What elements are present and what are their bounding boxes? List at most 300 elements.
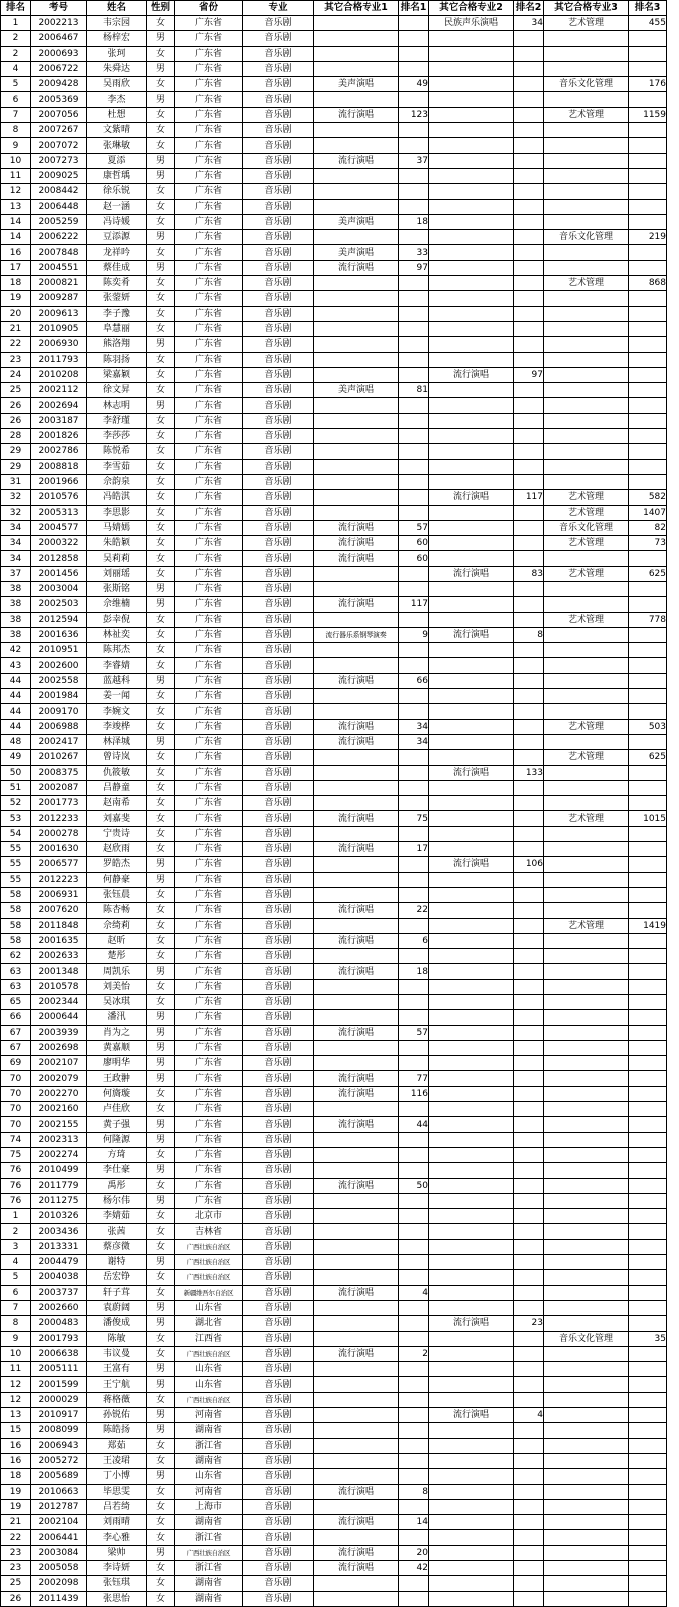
- cell-rank-2: [514, 903, 544, 918]
- cell-exam-id: 2011779: [31, 1178, 87, 1193]
- cell-rank: 76: [1, 1193, 31, 1208]
- cell-rank-1: [399, 168, 429, 183]
- cell-other-major-1: 流行演唱: [314, 153, 399, 168]
- cell-province: 广东省: [175, 704, 243, 719]
- cell-other-major-3: [544, 1576, 629, 1591]
- cell-rank-2: [514, 1117, 544, 1132]
- table-row: [1, 153, 667, 168]
- cell-province: 广东省: [175, 413, 243, 428]
- cell-rank-1: [399, 123, 429, 138]
- cell-exam-id: 2006988: [31, 719, 87, 734]
- cell-rank-1: 17: [399, 842, 429, 857]
- cell-rank-3: 503: [629, 719, 667, 734]
- cell-rank-1: [399, 398, 429, 413]
- cell-other-major-1: 流行演唱: [314, 1545, 399, 1560]
- cell-name: 朱舜达: [87, 61, 147, 76]
- cell-other-major-3: [544, 444, 629, 459]
- cell-rank-1: [399, 199, 429, 214]
- cell-rank-3: [629, 138, 667, 153]
- cell-rank-3: [629, 627, 667, 642]
- cell-other-major-3: [544, 1178, 629, 1193]
- cell-other-major-3: 音乐文化管理: [544, 1331, 629, 1346]
- table-row: [1, 734, 667, 749]
- cell-gender: 男: [147, 1040, 175, 1055]
- cell-rank: 62: [1, 949, 31, 964]
- cell-other-major-1: 流行演唱: [314, 597, 399, 612]
- cell-major: 音乐剧: [243, 612, 314, 627]
- cell-rank-2: [514, 780, 544, 795]
- table-row: [1, 1560, 667, 1575]
- cell-other-major-2: [429, 505, 514, 520]
- cell-other-major-1: [314, 1499, 399, 1514]
- cell-major: 音乐剧: [243, 796, 314, 811]
- cell-major: 音乐剧: [243, 1239, 314, 1254]
- cell-name: 陈悦希: [87, 444, 147, 459]
- cell-rank-3: 1419: [629, 918, 667, 933]
- cell-rank-1: [399, 872, 429, 887]
- cell-other-major-3: [544, 949, 629, 964]
- cell-exam-id: 2001826: [31, 429, 87, 444]
- cell-other-major-3: [544, 168, 629, 183]
- table-row: [1, 260, 667, 275]
- cell-rank-2: [514, 459, 544, 474]
- cell-rank-3: [629, 1438, 667, 1453]
- cell-gender: 男: [147, 1469, 175, 1484]
- cell-rank: 8: [1, 1316, 31, 1331]
- cell-gender: 女: [147, 719, 175, 734]
- cell-other-major-3: [544, 1530, 629, 1545]
- cell-gender: 女: [147, 1576, 175, 1591]
- cell-other-major-2: [429, 321, 514, 336]
- cell-gender: 女: [147, 551, 175, 566]
- cell-name: 豆添源: [87, 230, 147, 245]
- cell-exam-id: 2002098: [31, 1576, 87, 1591]
- cell-rank-3: [629, 474, 667, 489]
- cell-name: 姜一闻: [87, 689, 147, 704]
- cell-rank-3: [629, 1316, 667, 1331]
- cell-rank: 11: [1, 168, 31, 183]
- cell-name: 黄子强: [87, 1117, 147, 1132]
- cell-major: 音乐剧: [243, 933, 314, 948]
- cell-rank-1: [399, 138, 429, 153]
- cell-other-major-3: [544, 842, 629, 857]
- cell-rank: 17: [1, 260, 31, 275]
- cell-rank-1: 81: [399, 383, 429, 398]
- cell-major: 音乐剧: [243, 1270, 314, 1285]
- cell-rank: 19: [1, 291, 31, 306]
- cell-rank-2: [514, 643, 544, 658]
- cell-exam-id: 2009613: [31, 306, 87, 321]
- cell-name: 轩子茸: [87, 1285, 147, 1300]
- table-row: [1, 750, 667, 765]
- cell-major: 音乐剧: [243, 1545, 314, 1560]
- cell-rank: 31: [1, 474, 31, 489]
- cell-rank: 24: [1, 367, 31, 382]
- cell-major: 音乐剧: [243, 566, 314, 581]
- cell-name: 陈敏: [87, 1331, 147, 1346]
- cell-major: 音乐剧: [243, 474, 314, 489]
- cell-rank-1: [399, 750, 429, 765]
- cell-name: 李婧茹: [87, 1209, 147, 1224]
- cell-province: 广东省: [175, 826, 243, 841]
- cell-other-major-3: [544, 214, 629, 229]
- cell-rank-2: [514, 1285, 544, 1300]
- cell-major: 音乐剧: [243, 520, 314, 535]
- table-row: [1, 979, 667, 994]
- cell-other-major-3: [544, 1255, 629, 1270]
- cell-rank-2: [514, 214, 544, 229]
- table-row: [1, 842, 667, 857]
- cell-gender: 女: [147, 1086, 175, 1101]
- cell-other-major-3: [544, 1025, 629, 1040]
- cell-rank: 48: [1, 734, 31, 749]
- table-row: [1, 1255, 667, 1270]
- cell-other-major-1: [314, 1377, 399, 1392]
- cell-exam-id: 2008099: [31, 1423, 87, 1438]
- cell-rank-2: [514, 1102, 544, 1117]
- cell-rank: 42: [1, 643, 31, 658]
- cell-rank-2: [514, 796, 544, 811]
- cell-major: 音乐剧: [243, 352, 314, 367]
- cell-name: 刘雨晴: [87, 1515, 147, 1530]
- cell-name: 李杰: [87, 92, 147, 107]
- cell-rank: 9: [1, 1331, 31, 1346]
- cell-rank-3: [629, 306, 667, 321]
- cell-major: 音乐剧: [243, 826, 314, 841]
- cell-name: 李子豫: [87, 306, 147, 321]
- cell-exam-id: 2002633: [31, 949, 87, 964]
- cell-rank-3: 868: [629, 276, 667, 291]
- cell-rank-2: [514, 1209, 544, 1224]
- cell-other-major-1: [314, 979, 399, 994]
- cell-gender: 女: [147, 352, 175, 367]
- cell-name: 周凯乐: [87, 964, 147, 979]
- cell-rank-2: [514, 1086, 544, 1101]
- cell-rank-3: [629, 658, 667, 673]
- cell-rank-2: [514, 1484, 544, 1499]
- cell-province: 广东省: [175, 520, 243, 535]
- cell-rank-2: [514, 153, 544, 168]
- cell-gender: 男: [147, 1255, 175, 1270]
- cell-other-major-2: [429, 46, 514, 61]
- cell-rank-1: [399, 321, 429, 336]
- cell-name: 李莎莎: [87, 429, 147, 444]
- cell-gender: 女: [147, 459, 175, 474]
- cell-rank-1: [399, 505, 429, 520]
- cell-name: 彭幸倪: [87, 612, 147, 627]
- cell-major: 音乐剧: [243, 1132, 314, 1147]
- cell-rank-3: [629, 1086, 667, 1101]
- cell-rank-3: [629, 153, 667, 168]
- cell-rank: 7: [1, 1300, 31, 1315]
- cell-gender: 女: [147, 520, 175, 535]
- header-exam-id: 考号: [31, 1, 87, 16]
- cell-gender: 男: [147, 230, 175, 245]
- table-row: [1, 16, 667, 31]
- table-row: [1, 627, 667, 642]
- cell-province: 广东省: [175, 383, 243, 398]
- cell-rank: 14: [1, 230, 31, 245]
- cell-gender: 女: [147, 107, 175, 122]
- cell-major: 音乐剧: [243, 1255, 314, 1270]
- cell-name: 潘俊成: [87, 1316, 147, 1331]
- cell-other-major-1: 流行器乐系钢琴演奏: [314, 627, 399, 642]
- cell-gender: 女: [147, 291, 175, 306]
- cell-gender: 女: [147, 811, 175, 826]
- table-row: [1, 1545, 667, 1560]
- cell-other-major-3: [544, 61, 629, 76]
- cell-other-major-1: [314, 780, 399, 795]
- cell-other-major-1: [314, 474, 399, 489]
- cell-province: 北京市: [175, 1209, 243, 1224]
- cell-other-major-1: [314, 321, 399, 336]
- cell-rank: 2: [1, 31, 31, 46]
- cell-name: 张钰晨: [87, 887, 147, 902]
- cell-rank-3: [629, 826, 667, 841]
- cell-gender: 女: [147, 199, 175, 214]
- table-row: [1, 964, 667, 979]
- cell-rank: 6: [1, 1285, 31, 1300]
- cell-name: 康哲瑀: [87, 168, 147, 183]
- cell-rank-2: [514, 964, 544, 979]
- cell-rank-1: [399, 444, 429, 459]
- cell-exam-id: 2002600: [31, 658, 87, 673]
- cell-other-major-1: [314, 92, 399, 107]
- cell-major: 音乐剧: [243, 872, 314, 887]
- cell-gender: 女: [147, 306, 175, 321]
- cell-other-major-1: 流行演唱: [314, 673, 399, 688]
- cell-rank: 5: [1, 1270, 31, 1285]
- cell-rank-1: 42: [399, 1560, 429, 1575]
- cell-other-major-2: [429, 581, 514, 596]
- cell-province: 湖南省: [175, 1453, 243, 1468]
- cell-gender: 女: [147, 1209, 175, 1224]
- cell-province: 广东省: [175, 612, 243, 627]
- cell-other-major-1: [314, 658, 399, 673]
- cell-province: 广东省: [175, 1117, 243, 1132]
- cell-province: 广东省: [175, 367, 243, 382]
- header-province: 省份: [175, 1, 243, 16]
- cell-gender: 女: [147, 933, 175, 948]
- cell-other-major-2: [429, 413, 514, 428]
- cell-province: 广东省: [175, 1025, 243, 1040]
- cell-rank-1: 4: [399, 1285, 429, 1300]
- cell-other-major-1: 美声演唱: [314, 383, 399, 398]
- table-row: [1, 933, 667, 948]
- cell-gender: 女: [147, 245, 175, 260]
- cell-rank: 76: [1, 1163, 31, 1178]
- cell-gender: 女: [147, 77, 175, 92]
- cell-other-major-3: [544, 123, 629, 138]
- cell-other-major-3: 艺术管理: [544, 566, 629, 581]
- table-row: [1, 1331, 667, 1346]
- table-row: [1, 1591, 667, 1606]
- cell-rank-3: [629, 780, 667, 795]
- cell-rank-1: [399, 1453, 429, 1468]
- cell-gender: 女: [147, 689, 175, 704]
- cell-rank-1: 57: [399, 520, 429, 535]
- table-row: [1, 92, 667, 107]
- cell-exam-id: 2004577: [31, 520, 87, 535]
- table-row: [1, 352, 667, 367]
- cell-other-major-2: 流行演唱: [429, 1408, 514, 1423]
- cell-other-major-1: 流行演唱: [314, 1560, 399, 1575]
- cell-rank-2: 34: [514, 16, 544, 31]
- cell-gender: 女: [147, 612, 175, 627]
- cell-gender: 女: [147, 184, 175, 199]
- cell-province: 广东省: [175, 842, 243, 857]
- cell-rank-1: [399, 765, 429, 780]
- table-row: [1, 444, 667, 459]
- cell-major: 音乐剧: [243, 337, 314, 352]
- cell-name: 李舒瑾: [87, 413, 147, 428]
- cell-other-major-3: 艺术管理: [544, 276, 629, 291]
- cell-rank-1: [399, 1331, 429, 1346]
- cell-rank-2: [514, 1224, 544, 1239]
- cell-major: 音乐剧: [243, 887, 314, 902]
- cell-rank-3: [629, 1163, 667, 1178]
- cell-major: 音乐剧: [243, 689, 314, 704]
- cell-other-major-2: [429, 107, 514, 122]
- cell-rank-2: 117: [514, 490, 544, 505]
- cell-name: 蔡彦微: [87, 1239, 147, 1254]
- cell-other-major-3: [544, 199, 629, 214]
- cell-other-major-1: [314, 184, 399, 199]
- table-row: [1, 949, 667, 964]
- cell-rank-2: [514, 704, 544, 719]
- cell-rank: 7: [1, 107, 31, 122]
- cell-other-major-3: [544, 581, 629, 596]
- cell-rank: 13: [1, 199, 31, 214]
- cell-rank-3: [629, 1209, 667, 1224]
- cell-rank-1: 123: [399, 107, 429, 122]
- cell-other-major-1: [314, 291, 399, 306]
- cell-other-major-3: 艺术管理: [544, 750, 629, 765]
- cell-gender: 女: [147, 1239, 175, 1254]
- cell-other-major-3: [544, 1193, 629, 1208]
- table-row: [1, 536, 667, 551]
- cell-other-major-1: [314, 796, 399, 811]
- cell-rank-2: [514, 260, 544, 275]
- cell-other-major-3: [544, 352, 629, 367]
- table-row: [1, 1316, 667, 1331]
- header-other-major-1: 其它合格专业1: [314, 1, 399, 16]
- cell-other-major-1: [314, 1193, 399, 1208]
- cell-exam-id: 2007273: [31, 153, 87, 168]
- cell-name: 黄嘉顺: [87, 1040, 147, 1055]
- cell-gender: 女: [147, 658, 175, 673]
- cell-rank-2: [514, 1469, 544, 1484]
- cell-name: 张蓥妍: [87, 291, 147, 306]
- cell-exam-id: 2012787: [31, 1499, 87, 1514]
- cell-other-major-3: [544, 1147, 629, 1162]
- header-rank-2: 排名2: [514, 1, 544, 16]
- cell-gender: 女: [147, 1270, 175, 1285]
- cell-other-major-3: [544, 887, 629, 902]
- cell-rank-3: [629, 1239, 667, 1254]
- cell-rank-3: [629, 291, 667, 306]
- cell-exam-id: 2005689: [31, 1469, 87, 1484]
- cell-other-major-2: [429, 811, 514, 826]
- cell-rank-1: [399, 780, 429, 795]
- cell-exam-id: 2010499: [31, 1163, 87, 1178]
- cell-other-major-1: [314, 413, 399, 428]
- cell-rank-3: [629, 704, 667, 719]
- table-row: [1, 643, 667, 658]
- cell-rank-3: [629, 1071, 667, 1086]
- cell-rank-3: [629, 964, 667, 979]
- cell-other-major-2: [429, 1010, 514, 1025]
- cell-exam-id: 2011848: [31, 918, 87, 933]
- cell-rank-3: [629, 337, 667, 352]
- cell-other-major-1: [314, 1056, 399, 1071]
- table-row: [1, 765, 667, 780]
- cell-rank-3: [629, 734, 667, 749]
- cell-province: 广东省: [175, 16, 243, 31]
- cell-province: 上海市: [175, 1499, 243, 1514]
- cell-gender: 女: [147, 1515, 175, 1530]
- cell-gender: 女: [147, 903, 175, 918]
- table-row: [1, 1392, 667, 1407]
- cell-province: 广东省: [175, 337, 243, 352]
- cell-gender: 男: [147, 168, 175, 183]
- cell-major: 音乐剧: [243, 1209, 314, 1224]
- cell-other-major-2: [429, 964, 514, 979]
- cell-gender: 女: [147, 750, 175, 765]
- cell-province: 广西壮族自治区: [175, 1239, 243, 1254]
- cell-other-major-1: [314, 444, 399, 459]
- cell-exam-id: 2002155: [31, 1117, 87, 1132]
- cell-rank-2: [514, 1239, 544, 1254]
- cell-rank-3: 1015: [629, 811, 667, 826]
- cell-name: 王政翀: [87, 1071, 147, 1086]
- cell-other-major-1: [314, 1132, 399, 1147]
- cell-other-major-2: [429, 429, 514, 444]
- cell-other-major-3: [544, 964, 629, 979]
- cell-province: 湖南省: [175, 1515, 243, 1530]
- cell-other-major-2: [429, 1346, 514, 1361]
- cell-other-major-3: [544, 872, 629, 887]
- cell-other-major-2: [429, 337, 514, 352]
- cell-rank-2: [514, 811, 544, 826]
- cell-province: 浙江省: [175, 1438, 243, 1453]
- cell-rank-2: [514, 1423, 544, 1438]
- cell-other-major-1: [314, 1530, 399, 1545]
- cell-name: 肖为之: [87, 1025, 147, 1040]
- cell-major: 音乐剧: [243, 1102, 314, 1117]
- cell-exam-id: 2009287: [31, 291, 87, 306]
- cell-name: 冯皓淇: [87, 490, 147, 505]
- cell-province: 广东省: [175, 1147, 243, 1162]
- cell-other-major-2: [429, 979, 514, 994]
- cell-name: 佘韵泉: [87, 474, 147, 489]
- cell-gender: 女: [147, 490, 175, 505]
- cell-other-major-3: [544, 1377, 629, 1392]
- cell-province: 广东省: [175, 474, 243, 489]
- cell-province: 广东省: [175, 750, 243, 765]
- cell-major: 音乐剧: [243, 673, 314, 688]
- table-row: [1, 872, 667, 887]
- cell-other-major-2: [429, 719, 514, 734]
- cell-gender: 女: [147, 780, 175, 795]
- cell-name: 李诗妍: [87, 1560, 147, 1575]
- cell-gender: 男: [147, 1362, 175, 1377]
- cell-exam-id: 2011439: [31, 1591, 87, 1606]
- cell-major: 音乐剧: [243, 1377, 314, 1392]
- cell-rank: 26: [1, 398, 31, 413]
- cell-other-major-3: [544, 1270, 629, 1285]
- cell-major: 音乐剧: [243, 459, 314, 474]
